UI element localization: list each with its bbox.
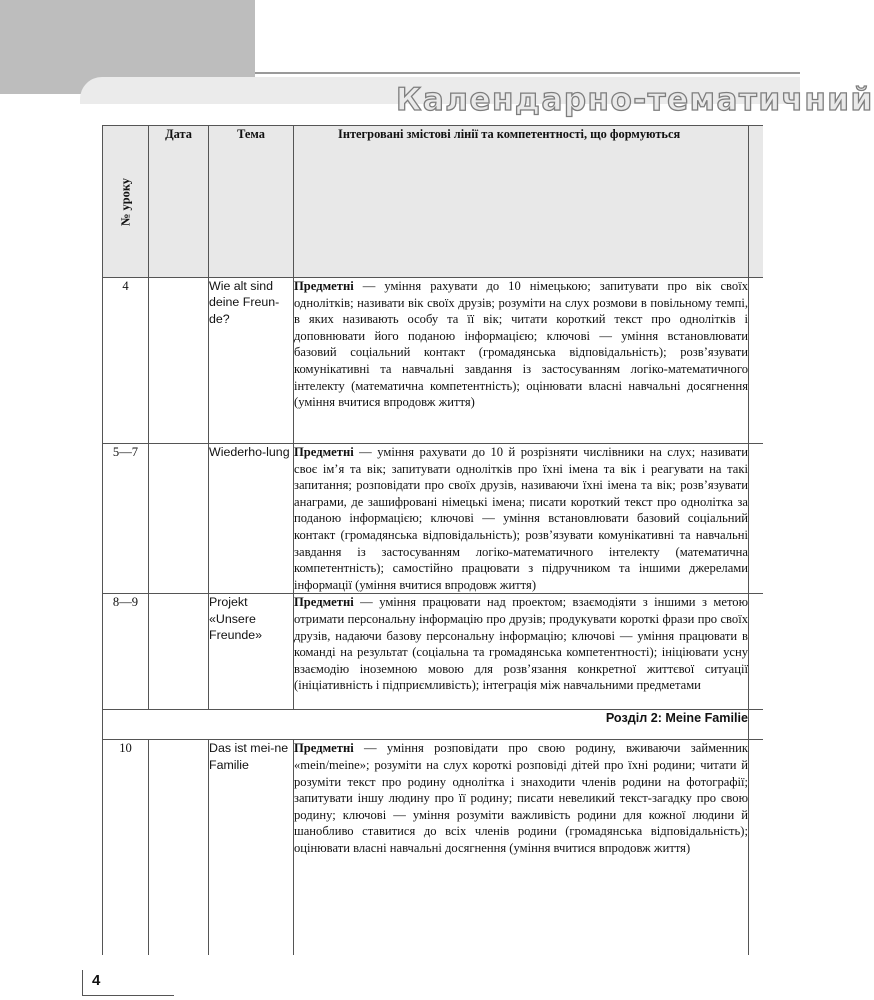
lesson-topic: Das ist mei-ne Familie (209, 740, 294, 955)
section-row (103, 710, 763, 740)
header-date: Дата (149, 126, 209, 278)
header-lesson-number: № уроку (103, 126, 149, 278)
table-row (103, 594, 763, 710)
lesson-date (149, 594, 209, 710)
lesson-number: 8—9 (103, 594, 149, 710)
lesson-number: 5—7 (103, 444, 149, 594)
header-edge-cell (749, 126, 763, 278)
lesson-number: 4 (103, 278, 149, 444)
header-rule (255, 72, 800, 74)
header-topic: Тема (209, 126, 294, 278)
edge-cell (749, 710, 763, 740)
table-header-row (103, 126, 763, 278)
lesson-plan-table (102, 125, 763, 955)
edge-cell (749, 594, 763, 710)
lesson-date (149, 740, 209, 955)
lesson-date (149, 444, 209, 594)
edge-cell (749, 278, 763, 444)
table-row (103, 278, 763, 444)
lesson-topic: Projekt «Unsere Freunde» (209, 594, 294, 710)
lesson-date (149, 278, 209, 444)
lesson-description: Предметні — уміння працювати над проектом; взаємодіяти з іншими з метою отримати персональну інформацію про друзів; продукувати короткі фрази про своїх друзів, надаючи базову персональну інформацію; ключові — уміння працювати в команді на результат (соціальна та громадянська компетентності); ініціювати усну взаємодію іноземною мовою для розв’язання конкретної життєвої ситуації (ініціативність і підприємливість); інтеграція між навчальними предметами (294, 594, 749, 710)
table-row (103, 444, 763, 594)
lesson-description: Предметні — уміння рахувати до 10 німецькою; запитувати про вік своїх однолітків; називати вік своїх друзів; розуміти на слух розмови в повільному темпі, в яких називають особу та її вік; читати короткий текст про однолітків і доповнювати його поданою інформацією; ключові — уміння встановлювати базовий соціальний контакт (громадянська відповідальність); розв’язувати комунікативні та навчальні завдання із застосуванням логіко-математичного інтелекту (математична компетентність); оцінювати власні навчальні досягнення (уміння вчитися впродовж життя) (294, 278, 749, 444)
lesson-description: Предметні — уміння рахувати до 10 й розрізняти числівники на слух; називати своє ім’я та вік; запитувати однолітків про їхні імена та вік і реагувати на такі запитання; розповідати про своїх друзів, називаючи їхні імена та вік; розв’язувати анаграми, де зашифровані німецькі імена; писати короткий текст про однолітка за поданою інформацією; ключові — уміння встановлювати базовий соціальний контакт (громадянська відповідальність); розв’язувати комунікативні та навчальні завдання із застосуванням логіко-математичного інтелекту (математична компетентність); самостійно працювати з підручником та іншими джерелами інформації (уміння вчитися впродовж життя) (294, 444, 749, 594)
lesson-description: Предметні — уміння розповідати про свою родину, вживаючи займенник «mein/meine»; розуміти на слух короткі розповіді дітей про їхні родини; читати й розуміти текст про родину однолітка і знаходити членів родини на фотографії; запитувати іншу людину про її родину; писати невеликий текст-загадку про свою родину; ключові — уміння розуміти важливість родини для кожної людини й шанобливо ставитися до всіх членів родини (громадянська відповідальність); оцінювати власні навчальні досягнення (уміння вчитися впродовж життя) (294, 740, 749, 955)
edge-cell (749, 444, 763, 594)
section-heading: Розділ 2: Meine Familie (103, 710, 749, 740)
header-lines: Інтегровані змістові лінії та компетентності, що формуються (294, 126, 749, 278)
table-row (103, 740, 763, 955)
page-title: Календарно-тематичний (396, 82, 874, 118)
footer-divider-horizontal (82, 995, 174, 996)
page-number: 4 (92, 972, 101, 989)
footer-divider-vertical (82, 970, 83, 996)
lesson-topic: Wiederho-lung (209, 444, 294, 594)
lesson-topic: Wie alt sind deine Freun-de? (209, 278, 294, 444)
edge-cell (749, 740, 763, 955)
lesson-number: 10 (103, 740, 149, 955)
